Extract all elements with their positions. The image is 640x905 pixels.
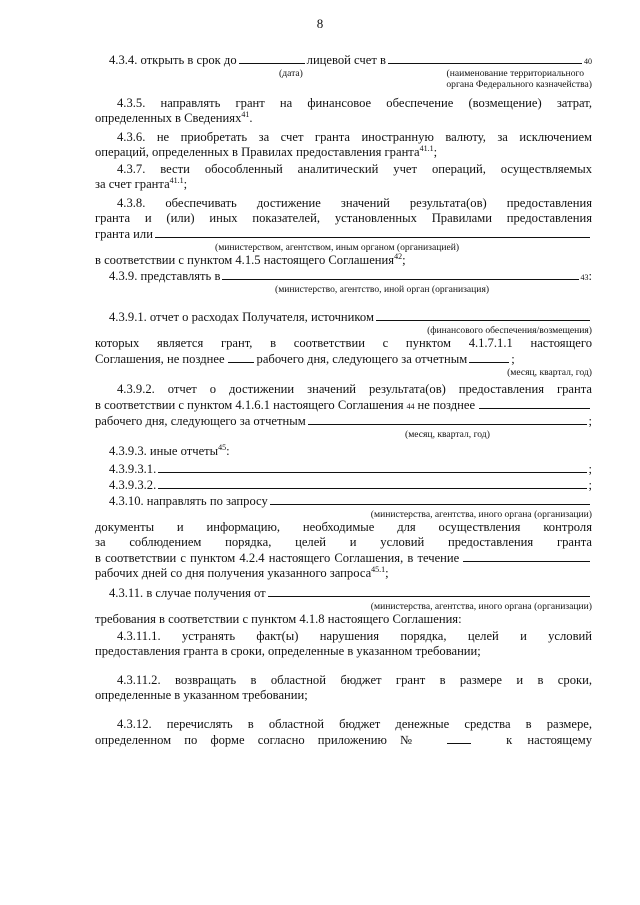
clause-4-3-4: 4.3.4. открыть в срок до лицевой счет в 40 xyxy=(109,53,592,67)
clause-line: документы и информацию, необходимые для осуществления контроля xyxy=(95,520,592,534)
clause-line: определенные в указанном требовании; xyxy=(95,688,308,702)
caption-ministry: (министерство, агентство, иной орган (организация) xyxy=(275,284,490,295)
clause-4-3-9-1 xyxy=(95,309,592,378)
clause-line: 4.3.6. не приобретать за счет гранта иностранную валюту, за исключением xyxy=(117,130,592,144)
date-field-line xyxy=(239,52,305,64)
clause-line xyxy=(95,477,592,493)
clause-line: требования в соответствии с пунктом 4.1.8 настоящего Соглашения: xyxy=(95,612,462,626)
clause-text: : xyxy=(226,444,230,458)
clause-line: которых является грант, в соответствии с пунктом 4.1.7.1.1 настоящего xyxy=(95,336,592,350)
clause-4-3-7 xyxy=(95,162,592,192)
clause-line xyxy=(95,253,592,268)
clause-4-3-8 xyxy=(95,196,592,268)
footnote-ref: 41.1 xyxy=(419,143,434,153)
document-body xyxy=(95,52,592,748)
clause-text: : xyxy=(588,269,592,283)
clause-text: 4.3.9. представлять в xyxy=(109,269,221,283)
ministry-field-line xyxy=(222,268,578,280)
clause-line: 4.3.9. представлять в 43 : xyxy=(109,269,592,283)
caption-date: (дата) xyxy=(279,68,303,79)
clause-text: определенном по форме согласно приложению № xyxy=(95,733,413,747)
clause-line xyxy=(95,309,592,325)
clause-line xyxy=(95,413,592,429)
clause-text: 4.3.9.3.2. xyxy=(109,478,157,492)
clause-line: 4.3.12. перечислять в областной бюджет денежные средства в размере, xyxy=(117,717,592,731)
clause-4-3-9 xyxy=(95,268,592,295)
footnote-ref: 45.1 xyxy=(371,564,386,574)
clause-line xyxy=(95,732,592,748)
clause-text: ; xyxy=(433,145,438,159)
clause-text: 4.3.9.3.1. xyxy=(109,462,157,476)
clause-4-3-11 xyxy=(95,585,592,627)
caption-ministry: (министерства, агентства, иного органа (организации) xyxy=(370,601,592,612)
page-number: 8 xyxy=(316,16,324,31)
caption-line: органа Федерального казначейства) xyxy=(446,79,592,90)
clause-line: за соблюдением порядка, целей и условий предоставления гранта xyxy=(95,535,592,549)
ministry-field-line xyxy=(155,226,590,238)
clause-line: 4.3.11.1. устранять факт(ы) нарушения порядка, целей и условий xyxy=(117,629,592,643)
caption-ministry: (министерством, агентством, иным органом (организацией) xyxy=(215,242,460,253)
clause-text: операций, определенных в Правилах предоставления гранта xyxy=(95,145,420,159)
clause-text: гранта или xyxy=(95,227,153,241)
period-field-line xyxy=(469,351,509,363)
clause-text: рабочих дней со дня получения указанного запроса xyxy=(95,566,372,580)
clause-line xyxy=(95,493,592,509)
clause-text: ; xyxy=(588,462,592,476)
clause-text: ; xyxy=(588,414,592,428)
clause-4-3-11-2 xyxy=(95,673,592,703)
clause-line xyxy=(95,566,592,581)
report-field-line xyxy=(158,477,586,489)
clause-text: ; xyxy=(511,352,515,366)
treasury-field-line xyxy=(388,52,582,64)
clause-line: гранта и (или) иных показателей, установленных Правилами предоставления xyxy=(95,211,592,225)
clause-line xyxy=(95,461,592,477)
clause-line xyxy=(95,145,592,160)
clause-line xyxy=(95,444,592,459)
caption-source: (финансового обеспечения/возмещения) xyxy=(427,325,592,336)
clause-text: 4.3.4. открыть в срок до xyxy=(109,53,237,67)
caption-line: (наименование территориального xyxy=(446,68,584,79)
caption-period: (месяц, квартал, год) xyxy=(507,367,592,378)
clause-text: в соответствии с пунктом 4.1.6.1 настоящего Соглашения xyxy=(95,398,404,412)
clause-text: ; xyxy=(402,253,406,267)
appendix-number-line xyxy=(447,732,471,744)
clause-line: 4.3.11.2. возвращать в областной бюджет грант в размере и в сроки, xyxy=(117,673,592,687)
clause-line xyxy=(95,226,592,242)
clause-line: 4.3.5. направлять грант на финансовое обеспечение (возмещение) затрат, xyxy=(117,96,592,110)
clause-text: определенных в Сведениях xyxy=(95,111,242,125)
clause-line: в соответствии с пунктом 4.1.6.1 настоящего Соглашения 44 не позднее xyxy=(95,397,592,413)
clause-text: 4.3.9.3. иные отчеты xyxy=(109,444,219,458)
clause-line xyxy=(95,111,592,126)
clause-4-3-11-1 xyxy=(95,629,592,659)
clause-4-3-6 xyxy=(95,130,592,160)
footnote-ref: 42 xyxy=(394,251,403,261)
caption-ministry: (министерства, агентства, иного органа (организации) xyxy=(370,509,592,520)
caption-treasury xyxy=(95,68,592,90)
clause-text: ; xyxy=(385,566,389,580)
ministry-field-line xyxy=(270,493,590,505)
clause-text: . xyxy=(249,111,253,125)
clause-text: рабочего дня, следующего за отчетным xyxy=(256,352,468,366)
clause-line xyxy=(95,177,592,192)
clause-line: 4.3.7. вести обособленный аналитический учет операций, осуществляемых xyxy=(117,162,592,176)
clause-4-3-9-2 xyxy=(95,382,592,440)
clause-text: 4.3.9.1. отчет о расходах Получателя, источником xyxy=(109,310,374,324)
clause-text: к настоящему xyxy=(506,733,592,747)
clause-text: в соответствии с пунктом 4.2.4 настоящего Соглашения, в течение xyxy=(95,551,460,565)
clause-text: ; xyxy=(588,478,592,492)
clause-4-3-5 xyxy=(95,96,592,126)
footnote-ref: 41 xyxy=(241,109,250,119)
clause-text: 4.3.10. направлять по запросу xyxy=(109,494,268,508)
clause-text: ; xyxy=(183,177,188,191)
days-field-line xyxy=(479,397,590,409)
ministry-field-line xyxy=(268,585,590,597)
clause-4-3-10 xyxy=(95,493,592,581)
clause-text: Соглашения, не позднее xyxy=(95,352,225,366)
clause-line xyxy=(95,550,592,566)
report-field-line xyxy=(158,461,586,473)
clause-text: не позднее xyxy=(417,398,476,412)
clause-text: лицевой счет в xyxy=(306,53,386,67)
clause-text: рабочего дня, следующего за отчетным xyxy=(95,414,306,428)
clause-line xyxy=(95,585,592,601)
clause-line xyxy=(95,351,592,367)
clause-line: предоставления гранта в сроки, определенные в указанном требовании; xyxy=(95,644,481,658)
clause-line: 4.3.9.2. отчет о достижении значений результата(ов) предоставления гранта xyxy=(117,382,592,396)
clause-text: 4.3.11. в случае получения от xyxy=(109,586,266,600)
clause-text: за счет гранта xyxy=(95,177,170,191)
clause-line: 4.3.8. обеспечивать достижение значений результата(ов) предоставления xyxy=(117,196,592,210)
source-field-line xyxy=(376,309,590,321)
caption-period: (месяц, квартал, год) xyxy=(405,429,490,440)
days-field-line xyxy=(463,550,590,562)
clause-text: в соответствии с пунктом 4.1.5 настоящего Соглашения xyxy=(95,253,395,267)
footnote-ref: 45 xyxy=(218,442,227,452)
period-field-line xyxy=(308,413,587,425)
clause-4-3-9-3 xyxy=(95,444,592,493)
days-field-line xyxy=(228,351,254,363)
footnote-ref: 41.1 xyxy=(169,175,184,185)
clause-4-3-12 xyxy=(95,717,592,748)
